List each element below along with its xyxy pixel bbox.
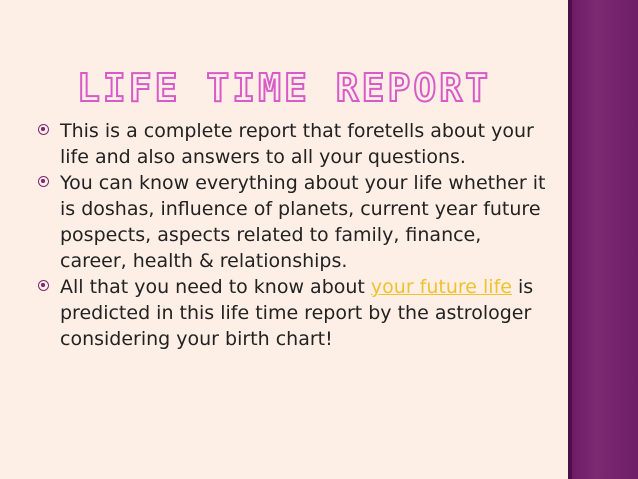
decorative-side-bar (568, 0, 638, 479)
bullet-text-3-start: All that you need to know about (60, 276, 371, 298)
bullet-item-2 (36, 170, 546, 274)
bullet-text-3-end: is predicted in this life time report by the astrologer considering your birth chart! (60, 276, 534, 350)
your-future-life-link[interactable]: your future life (370, 276, 512, 298)
bullet-text-2: You can know everything about your life whether it is doshas, influence of planets, current year future pospects, aspects related to family, finance, career, health & relationships. (60, 172, 546, 272)
circle-bullet-icon (38, 280, 49, 291)
circle-bullet-icon (38, 176, 49, 187)
bullet-item-1 (36, 118, 546, 170)
slide-title: LIFE TIME REPORT (76, 66, 492, 110)
bullet-list (36, 118, 546, 352)
bullet-item-3 (36, 274, 546, 352)
bullet-text-1: This is a complete report that foretells about your life and also answers to all your questions. (60, 120, 534, 168)
circle-bullet-icon (38, 124, 49, 135)
